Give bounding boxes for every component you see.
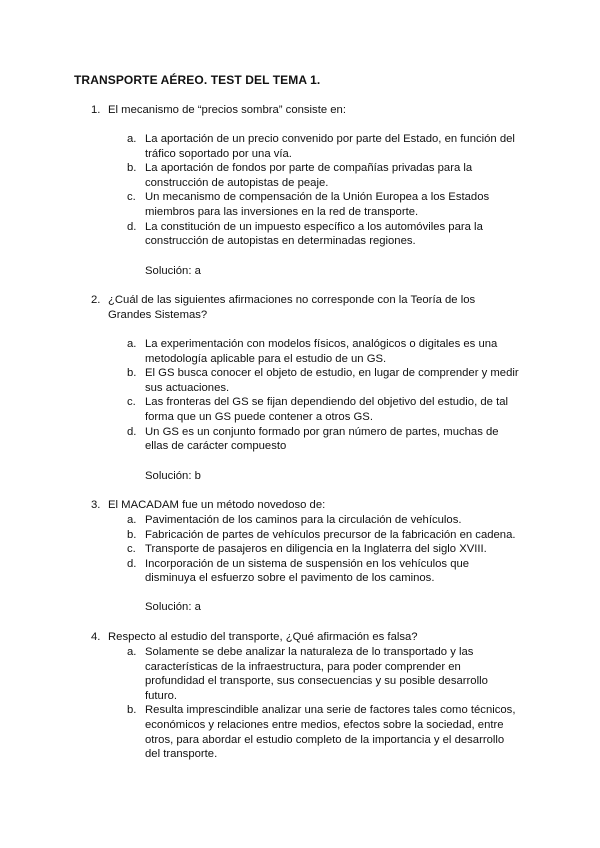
option-letter: c. — [127, 543, 136, 556]
question-text: El MACADAM fue un método novedoso de: — [108, 499, 326, 511]
option-text: El GS busca conocer el objeto de estudio, en lugar de comprender y medir sus actuaciones. — [145, 367, 519, 394]
option — [0, 542, 600, 557]
question-number: 2. — [91, 294, 101, 306]
option — [0, 366, 600, 395]
option-text: Incorporación de un sistema de suspensión en los vehículos que disminuya el esfuerzo sobre el pavimento de los caminos. — [145, 557, 470, 585]
question-text: Respecto al estudio del transporte, ¿Qué afirmación es falsa? — [108, 631, 418, 643]
option-letter: a. — [127, 133, 137, 145]
option — [0, 425, 600, 454]
option — [0, 703, 600, 761]
option-letter: b. — [127, 704, 137, 717]
option — [0, 557, 600, 586]
option-text: Un mecanismo de compensación de la Unión Europea a los Estados miembros para las inversiones en la red de transporte. — [145, 191, 490, 218]
option — [0, 395, 600, 424]
option — [0, 220, 600, 249]
option-letter: c. — [127, 396, 136, 409]
document-title: TRANSPORTE AÉREO. TEST DEL TEMA 1. — [74, 73, 321, 87]
solution: Solución: a — [145, 265, 201, 277]
option-letter: a. — [127, 338, 137, 350]
question-number: 3. — [91, 499, 101, 511]
option-letter: d. — [127, 425, 137, 438]
option-text: La experimentación con modelos físicos, analógicos o digitales es una metodología aplicable para el estudio de un GS. — [145, 338, 498, 365]
option — [0, 161, 600, 190]
option-text: Resulta imprescindible analizar una serie de factores tales como técnicos, económicos y relaciones entre medios, efectos sobre la sociedad, entre otros, para abordar el estudio completo de la importancia y el desarrollo del transporte. — [145, 704, 516, 761]
option-text: Pavimentación de los caminos para la circulación de vehículos. — [145, 514, 462, 526]
option-letter: b. — [127, 528, 137, 541]
option-text: La constitución de un impuesto específico a los automóviles para la construcción de autopistas en determinadas regiones. — [145, 220, 483, 248]
option-letter: a. — [127, 646, 137, 658]
option-text: Transporte de pasajeros en diligencia en la Inglaterra del siglo XVIII. — [145, 543, 487, 556]
question-number: 4. — [91, 631, 101, 643]
option-letter: c. — [127, 191, 136, 204]
option-text: Fabricación de partes de vehículos precursor de la fabricación en cadena. — [145, 528, 516, 541]
option — [0, 190, 600, 219]
question-3-options — [0, 513, 600, 586]
question-4-options — [0, 645, 600, 762]
solution: Solución: a — [145, 601, 201, 613]
option — [0, 132, 600, 161]
option — [0, 645, 600, 703]
option-letter: a. — [127, 514, 137, 526]
option-text: La aportación de un precio convenido por parte del Estado, en función del tráfico soportado por una vía. — [145, 133, 515, 160]
option — [0, 513, 600, 528]
option-letter: d. — [127, 557, 137, 570]
option — [0, 337, 600, 366]
option-text: Un GS es un conjunto formado por gran número de partes, muchas de ellas de carácter compuesto — [145, 425, 499, 453]
option — [0, 528, 600, 543]
question-text: El mecanismo de “precios sombra” consiste en: — [108, 104, 346, 116]
option-text: Solamente se debe analizar la naturaleza de lo transportado y las características de la infraestructura, para poder comprender en profundidad el transporte, sus consecuencias y su posible desarrollo futuro. — [145, 646, 488, 702]
question-text: ¿Cuál de las siguientes afirmaciones no corresponde con la Teoría de los Grandes Sistemas? — [108, 294, 476, 321]
option-text: La aportación de fondos por parte de compañías privadas para la construcción de autopistas de peaje. — [145, 162, 473, 189]
option-letter: b. — [127, 162, 137, 175]
option-letter: d. — [127, 220, 137, 233]
question-2-options — [0, 337, 600, 454]
solution: Solución: b — [145, 470, 201, 482]
option-text: Las fronteras del GS se fijan dependiendo del objetivo del estudio, de tal forma que un GS puede contener a otros GS. — [145, 396, 509, 423]
question-1-options — [0, 132, 600, 249]
option-letter: b. — [127, 367, 137, 380]
question-number: 1. — [91, 104, 101, 116]
